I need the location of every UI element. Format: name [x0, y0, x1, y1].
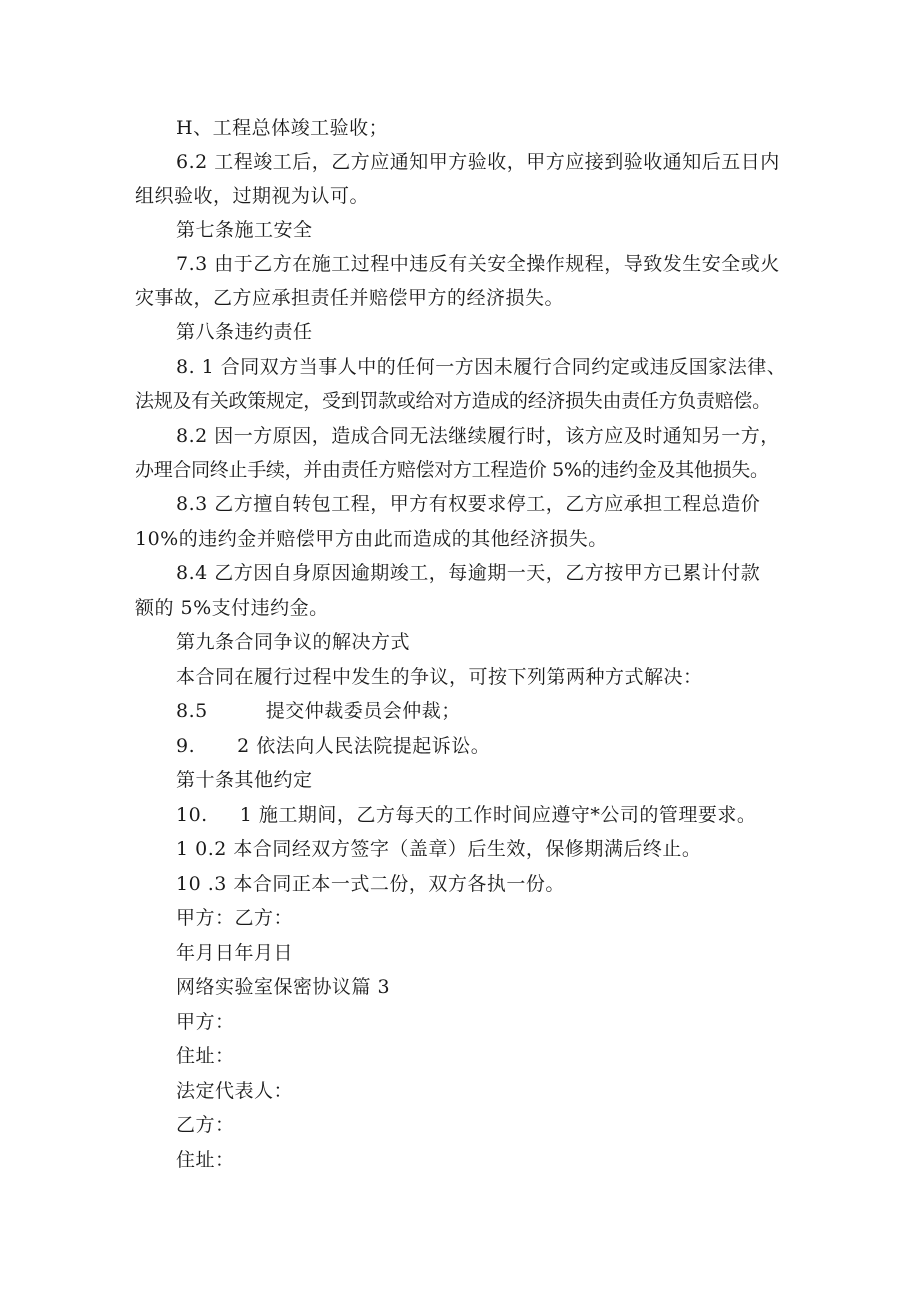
party-a-label: 甲方：	[176, 1011, 235, 1033]
list-item-number: 9.	[176, 735, 196, 757]
party-b-label: 乙方：	[176, 1114, 235, 1136]
text-line: 8.4 乙方因自身原因逾期竣工，每逾期一天，乙方按甲方已累计付款	[176, 562, 761, 584]
list-item-text: 提交仲裁委员会仲裁；	[265, 700, 461, 722]
text-line: 办理合同终止手续，并由责任方赔偿对方工程造价 5%的违约金及其他损失。	[135, 459, 769, 481]
text-line: 灾事故，乙方应承担责任并赔偿甲方的经济损失。	[135, 287, 565, 309]
text-line: 10%的违约金并赔偿甲方由此而造成的其他经济损失。	[135, 528, 608, 550]
address-label: 住址：	[176, 1149, 235, 1171]
list-item	[176, 803, 756, 827]
text-line: 8.2 因一方原因，造成合同无法继续履行时，该方应及时通知另一方，	[176, 425, 780, 447]
document-section-title: 网络实验室保密协议篇 3	[176, 976, 391, 998]
signature-parties: 甲方：乙方：	[176, 907, 294, 929]
list-item-number: 8.5	[176, 700, 208, 722]
list-item	[176, 734, 490, 758]
section-heading: 第九条合同争议的解决方式	[176, 631, 411, 653]
list-item-text: 1 施工期间，乙方每天的工作时间应遵守*公司的管理要求。	[239, 804, 757, 826]
text-line: 6.2 工程竣工后，乙方应通知甲方验收，甲方应接到验收通知后五日内	[176, 151, 780, 173]
signature-dates: 年月日年月日	[176, 942, 294, 964]
text-line: H、工程总体竣工验收；	[176, 117, 389, 139]
text-line: 1 0.2 本合同经双方签字（盖章）后生效，保修期满后终止。	[176, 838, 702, 860]
section-heading: 第十条其他约定	[176, 769, 313, 791]
legal-representative-label: 法定代表人：	[176, 1080, 294, 1102]
list-item	[176, 699, 461, 723]
text-line: 8. 1 合同双方当事人中的任何一方因未履行合同约定或违反国家法律、	[176, 356, 787, 378]
section-heading: 第八条违约责任	[176, 321, 313, 343]
list-item-number: 10.	[176, 804, 208, 826]
text-line: 法规及有关政策规定，受到罚款或给对方造成的经济损失由责任方负责赔偿。	[135, 390, 771, 412]
text-line: 组织验收，过期视为认可。	[135, 185, 370, 207]
text-line: 8.3 乙方擅自转包工程，甲方有权要求停工，乙方应承担工程总造价	[176, 493, 761, 515]
text-line: 7.3 由于乙方在施工过程中违反有关安全操作规程，导致发生安全或火	[176, 253, 780, 275]
section-heading: 第七条施工安全	[176, 219, 313, 241]
text-line: 10 .3 本合同正本一式二份，双方各执一份。	[176, 873, 565, 895]
address-label: 住址：	[176, 1045, 235, 1067]
text-line: 本合同在履行过程中发生的争议，可按下列第两种方式解决：	[176, 666, 703, 688]
list-item-text: 2 依法向人民法院提起诉讼。	[237, 735, 491, 757]
text-line: 额的 5%支付违约金。	[135, 597, 329, 619]
